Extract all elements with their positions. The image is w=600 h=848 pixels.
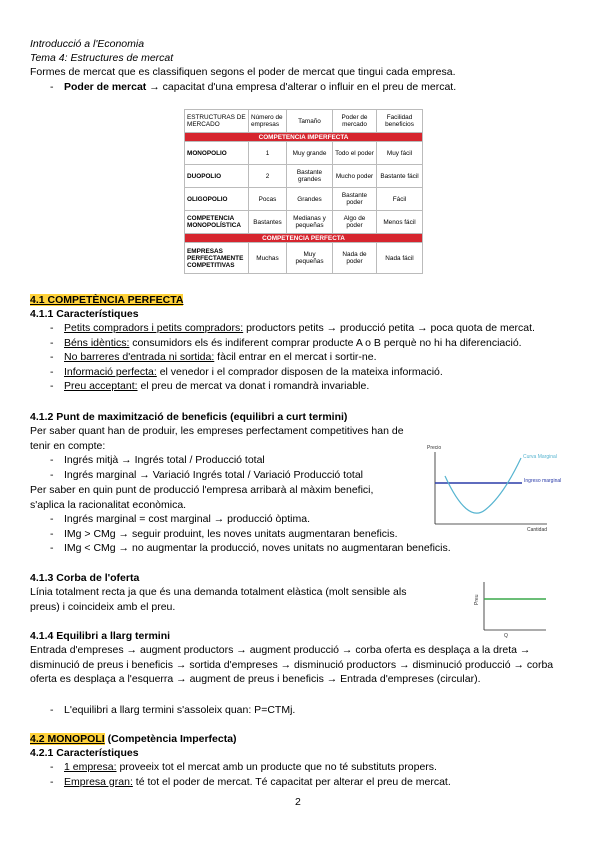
course-title: Introducció a l'Economia	[30, 38, 145, 50]
table-header-row: ESTRUCTURAS DE MERCADO Número de empresas Tamaño Poder de mercado Facilidad beneficios	[185, 110, 423, 133]
section-4-2-1-title: 4.2.1 Característiques	[30, 747, 139, 759]
intro-text: Formes de mercat que es classifiquen segons el poder de mercat que tingui cada empresa.	[30, 66, 456, 78]
list-item: - IMg > CMg → seguir produint, les noves unitats augmentaran beneficis.	[30, 527, 590, 542]
profit-intro-text: Per saber quant han de produir, les empreses perfectament competitives han de tenir en compte:	[30, 425, 404, 452]
list-item: - Preu acceptant: el preu de mercat va donat i romandrà invariable.	[30, 379, 590, 394]
table-row: OLIGOPOLIO Pocas Grandes Bastante poder Fácil	[185, 188, 423, 211]
table-row: DUOPOLIO 2 Bastante grandes Mucho poder Bastante fácil	[185, 165, 423, 188]
curve-label: Curva Marginal	[523, 454, 557, 460]
table-band-imperfect: COMPETENCIA IMPERFECTA	[185, 133, 423, 142]
line-label: Ingreso marginal	[524, 478, 562, 484]
section-4-1-1-title: 4.1.1 Característiques	[30, 308, 139, 320]
list-item: - L'equilibri a llarg termini s'assoleix quan: P=CTMj.	[30, 703, 590, 718]
list-item: - Ingrés mitjà → Ingrés total / Producció total	[30, 453, 430, 468]
market-structures-table	[184, 109, 423, 274]
long-run-list	[30, 703, 590, 718]
list-item: - No barreres d'entrada ni sortida: fàcil entrar en el mercat i sortir-ne.	[30, 350, 590, 365]
market-power-list	[30, 80, 590, 95]
supply-y-label: Preu	[474, 594, 480, 605]
table-row: COMPETENCIA MONOPOLÍSTICA Bastantes Medianas y pequeñas Algo de poder Menos fácil	[185, 211, 423, 234]
supply-x-label: Q	[504, 633, 508, 639]
list-item: - Informació perfecta: el venedor i el comprador disposen de la mateixa informació.	[30, 365, 590, 380]
chart-y-label: Precio	[427, 445, 442, 451]
chart-x-label: Cantidad	[527, 527, 548, 533]
page-number: 2	[295, 796, 301, 808]
table-row: EMPRESAS PERFECTAMENTE COMPETITIVAS Muchas Muy pequeñas Nada de poder Nada fácil	[185, 243, 423, 274]
table-band-perfect: COMPETENCIA PERFECTA	[185, 234, 423, 243]
monopoly-list	[30, 760, 590, 789]
list-item: - Béns idèntics: consumidors els és indiferent comprar producte A o B perquè no hi ha diferenciació.	[30, 336, 590, 351]
list-item: - IMg < CMg → no augmentar la producció, noves unitats no augmentaran beneficis.	[30, 541, 590, 556]
characteristics-list	[30, 321, 590, 394]
list-item: - 1 empresa: proveeix tot el mercat amb un producte que no té substituts propers.	[30, 760, 590, 775]
section-4-1-3-title: 4.1.3 Corba de l'oferta	[30, 572, 140, 584]
supply-curve-text: Línia totalment recta ja que és una demanda totalment elàstica (molt sensible als preus) i coincideix amb el preu.	[30, 586, 407, 613]
long-run-text: Entrada d'empreses → augment productors → augment producció → corba oferta es desplaça a la dreta → disminució de preus i beneficis → sortida d'empreses → disminució productors → disminució producció → corba oferta es desplaça a l'esquerra → augment de preus i beneficis → Entrada d'empreses (circular).	[30, 644, 554, 685]
table-row: MONOPOLIO 1 Muy grande Todo el poder Muy fácil	[185, 142, 423, 165]
marginal-cost-curve	[445, 458, 521, 513]
list-item: - Empresa gran: té tot el poder de mercat. Té capacitat per alterar el preu de mercat.	[30, 775, 590, 790]
income-list	[30, 453, 430, 482]
list-item: - Ingrés marginal → Variació Ingrés total / Variació Producció total	[30, 468, 430, 483]
list-item: - Petits compradors i petits compradors: productors petits → producció petita → poca quota de mercat.	[30, 321, 590, 336]
rationality-text: Per saber en quin punt de producció l'empresa arribarà al màxim benefici, s'aplica la racionalitat econòmica.	[30, 484, 374, 511]
marginal-chart	[425, 440, 562, 533]
list-item: - Poder de mercat → capacitat d'una empresa d'alterar o influir en el preu de mercat.	[30, 80, 590, 95]
topic-title: Tema 4: Estructures de mercat	[30, 52, 174, 64]
supply-chart	[474, 578, 550, 638]
section-4-1-4-title: 4.1.4 Equilibri a llarg termini	[30, 630, 171, 642]
section-4-1-title: 4.1 COMPETÈNCIA PERFECTA	[30, 294, 184, 306]
section-4-1-2-title: 4.1.2 Punt de maximització de beneficis (equilibri a curt termini)	[30, 411, 348, 423]
section-4-2-title: 4.2 MONOPOLI (Competència Imperfecta)	[30, 733, 237, 745]
list-item: - Ingrés marginal = cost marginal → producció òptima.	[30, 512, 590, 527]
